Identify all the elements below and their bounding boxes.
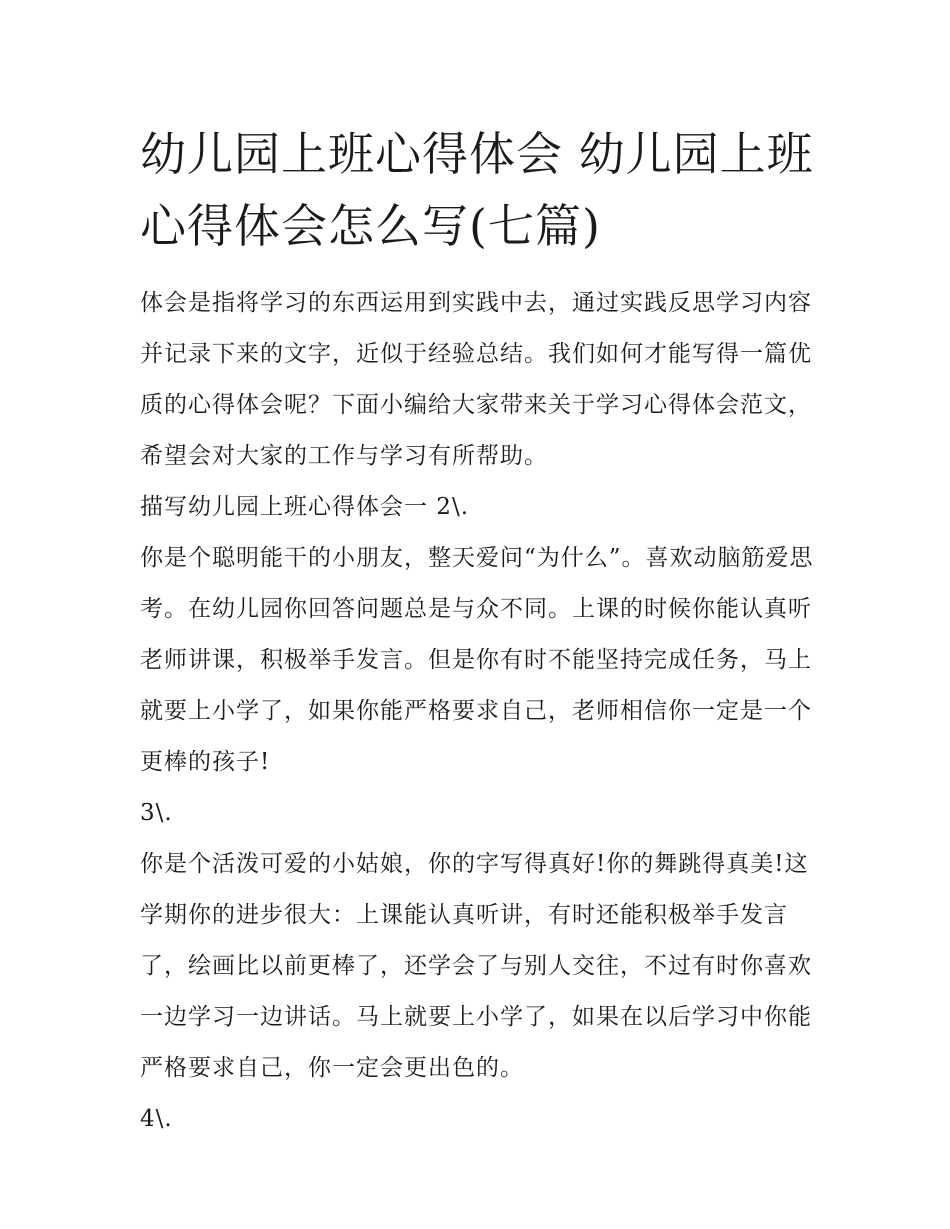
section-number-4: 4\. [140,1106,173,1132]
document-title: 幼儿园上班心得体会 幼儿园上班心得体会怎么写(七篇) [140,127,814,253]
intro-paragraph: 体会是指将学习的东西运用到实践中去，通过实践反思学习内容并记录下来的文字，近似于经验总结。我们如何才能写得一篇优质的心得体会呢？下面小编给大家带来关于学习心得体会范文，希望会对大家的工作与学习有所帮助。 [140,290,812,469]
body-paragraph-2: 你是个活泼可爱的小姑娘，你的字写得真好!你的舞跳得真美!这学期你的进步很大：上课能认真听讲，有时还能积极举手发言了，绘画比以前更棒了，还学会了与别人交往，不过有时你喜欢一边学习一边讲话。马上就要上小学了，如果在以后学习中你能严格要求自己，你一定会更出色的。 [140,851,812,1081]
section-heading-1: 描写幼儿园上班心得体会一 2\. [140,494,470,520]
section-number-3: 3\. [140,800,173,826]
document-body [140,118,820,1145]
body-paragraph-1: 你是个聪明能干的小朋友，整天爱问“为什么”。喜欢动脑筋爱思考。在幼儿园你回答问题总是与众不同。上课的时候你能认真听老师讲课，积极举手发言。但是你有时不能坚持完成任务，马上就要上小学了，如果你能严格要求自己，老师相信你一定是一个更棒的孩子! [140,545,814,775]
